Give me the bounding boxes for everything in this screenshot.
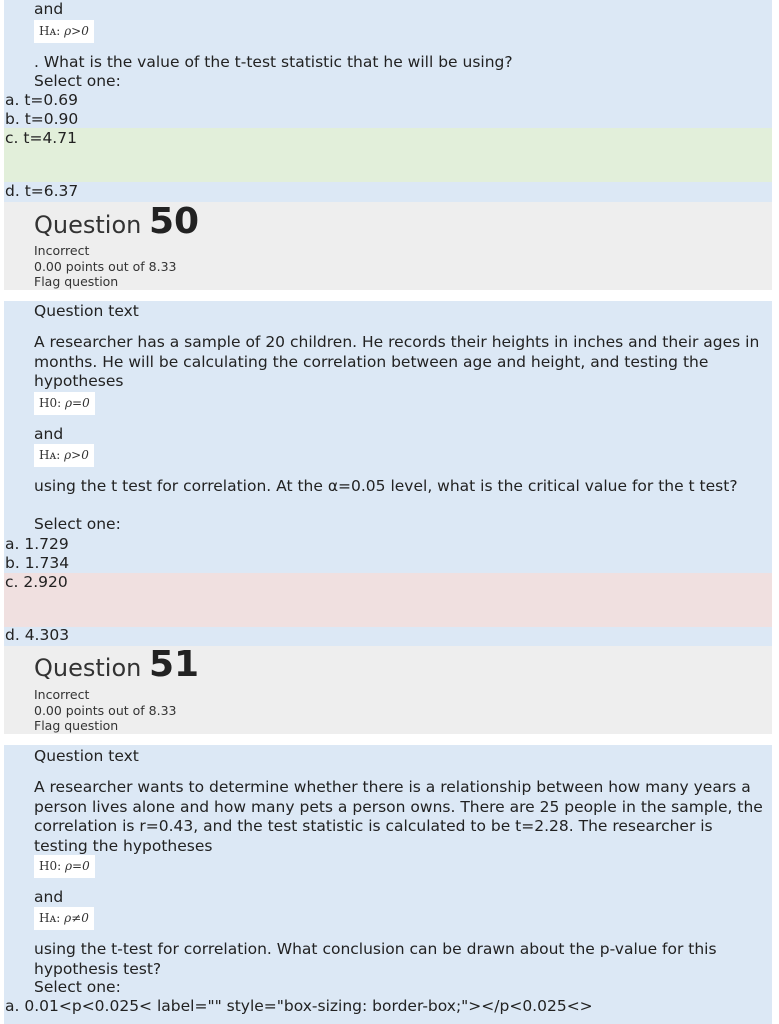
q50-option-c[interactable]: c. 2.920 (5, 573, 68, 591)
q51-flag-question[interactable]: Flag question (34, 718, 119, 733)
q51-null-hypothesis-label: H0: (39, 859, 65, 873)
q50-option-d-row (4, 627, 772, 646)
q51-status: Incorrect (34, 687, 90, 702)
q51-null-hypothesis-math: ρ=0 (64, 859, 90, 873)
q50-question-text: using the t test for correlation. At the α=0.05 level, what is the critical value for the t test? (34, 477, 738, 495)
q50-option-a[interactable]: a. 1.729 (5, 535, 69, 553)
q51-title-label: Question (34, 654, 142, 682)
q49-alt-hypothesis-math: ρ>0 (64, 24, 89, 38)
q49-select-one: Select one: (34, 72, 121, 90)
q49-option-c-correct-highlight (4, 128, 772, 182)
q51-alt-hypothesis-label: Hᴀ: (39, 911, 65, 925)
q51-alt-hypothesis (34, 907, 94, 930)
q51-points: 0.00 points out of 8.33 (34, 703, 177, 718)
q49-option-d-row (4, 182, 772, 202)
q50-alt-hypothesis-math: ρ>0 (64, 448, 89, 462)
q51-body-text: A researcher wants to determine whether there is a relationship between how many years a person lives alone and how many pets a person owns. There are 25 people in the sample, the correlation is r=0.43, and the test statistic is calculated to be t=2.28. The researcher is testing the hypotheses (34, 778, 763, 855)
q50-body-text: A researcher has a sample of 20 children. He records their heights in inches and their ages in months. He will be calculating the correlation between age and height, and testing the hypotheses (34, 333, 760, 390)
q51-null-hypothesis (34, 855, 95, 878)
q51-number: 51 (148, 644, 200, 685)
q51-alt-hypothesis-math: ρ≠0 (64, 911, 89, 925)
q50-status: Incorrect (34, 243, 90, 258)
q49-alt-hypothesis (34, 20, 94, 43)
q49-and-text: and (34, 0, 64, 18)
q51-option-a[interactable]: a. 0.01<p<0.025< label="" style="box-sizing: border-box;"></p<0.025<> (5, 997, 593, 1015)
q49-option-c[interactable]: c. t=4.71 (5, 129, 77, 147)
q51-question-text: using the t-test for correlation. What conclusion can be drawn about the p-value for this hypothesis test? (34, 940, 717, 978)
q51-question-text-label: Question text (34, 747, 139, 765)
q49-option-d[interactable]: d. t=6.37 (5, 182, 79, 200)
q51-select-one: Select one: (34, 978, 121, 996)
q50-select-one: Select one: (34, 515, 121, 533)
q50-null-hypothesis-math: ρ=0 (64, 396, 90, 410)
q49-question-text: . What is the value of the t-test statistic that he will be using? (34, 53, 513, 71)
q50-option-d[interactable]: d. 4.303 (5, 626, 70, 644)
q50-number: 50 (148, 201, 200, 242)
q50-null-hypothesis-label: H0: (39, 396, 65, 410)
q50-null-hypothesis (34, 392, 95, 415)
q49-alt-hypothesis-label: Hᴀ: (39, 24, 65, 38)
q50-option-b[interactable]: b. 1.734 (5, 554, 70, 572)
q51-and-text: and (34, 888, 64, 906)
q51-title (34, 644, 200, 685)
q49-option-b[interactable]: b. t=0.90 (5, 110, 79, 128)
q50-option-c-incorrect-highlight (4, 573, 772, 627)
q50-points: 0.00 points out of 8.33 (34, 259, 177, 274)
q50-and-text: and (34, 425, 64, 443)
q50-alt-hypothesis-label: Hᴀ: (39, 448, 65, 462)
q49-option-a[interactable]: a. t=0.69 (5, 91, 78, 109)
q50-flag-question[interactable]: Flag question (34, 274, 119, 289)
q50-title (34, 201, 200, 242)
q50-alt-hypothesis (34, 444, 94, 467)
q50-question-text-label: Question text (34, 302, 139, 320)
q50-title-label: Question (34, 211, 142, 239)
